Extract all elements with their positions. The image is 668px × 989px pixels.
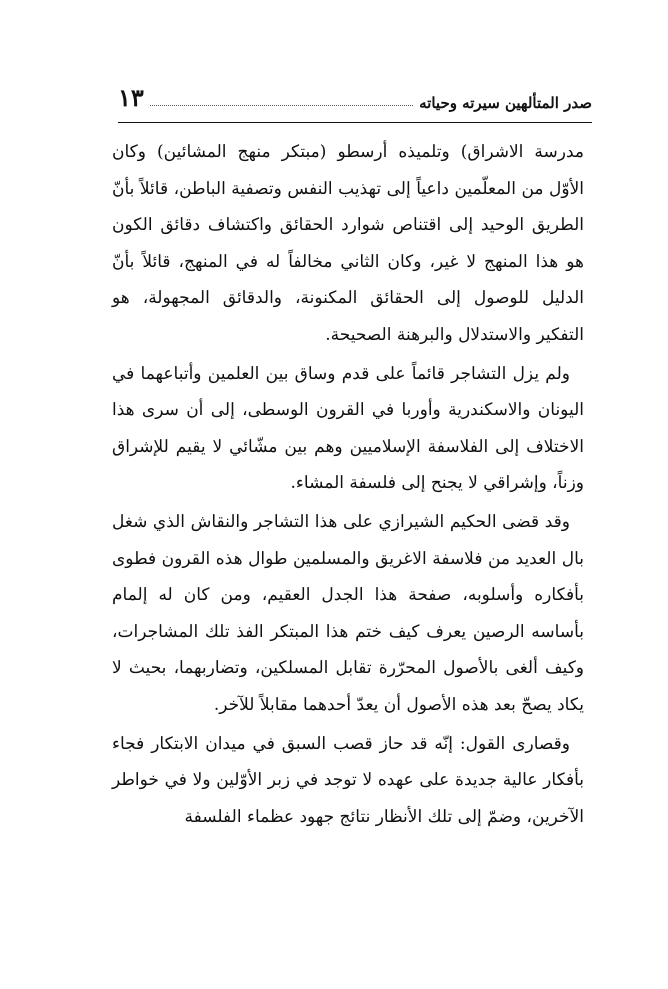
dotted-leader bbox=[150, 105, 413, 106]
running-title: صدر المتألهين سيرته وحياته bbox=[419, 94, 592, 112]
paragraph-3: وقد قضى الحكيم الشيرازي على هذا التشاجر والنقاش الذي شغل بال العديد من فلاسفة الاغريق والمسلمين طوال هذه القرون فطوى بأفكاره وأسلوبه، صفحة هذا الجدل العقيم، ومن كان له إلمام بأساسه الرصين يعرف كيف ختم هذا المبتكر الفذ تلك المشاجرات، وكيف ألغى بالأصول المحرّرة تقابل المسلكين، وتضاربهما، بحيث لا يكاد يصحّ بعد هذه الأصول أن يعدّ أحدهما مقابلاً للآخر. bbox=[112, 511, 584, 715]
paragraph-2: ولم يزل التشاجر قائماً على قدم وساق بين العلمين وأتباعهما في اليونان والاسكندرية وأوربا في القرون الوسطى، إلى أن سرى هذا الاختلاف إلى الفلاسفة الإسلاميين وهم بين مشّائي لا يقيم للإشراق وزناً، وإشراقي لا يجنح إلى فلسفة المشاء. bbox=[112, 363, 584, 494]
page-header bbox=[118, 82, 592, 112]
body-text bbox=[112, 134, 584, 837]
paragraph-4: وقصارى القول: إنّه قد حاز قصب السبق في ميدان الابتكار فجاء بأفكار عالية جديدة على عهده لا توجد في زبر الأوّلين ولا في خواطر الآخرين، وضمّ إلى تلك الأنظار نتائج جهود عظماء الفلسفة bbox=[112, 733, 584, 827]
paragraph-1: مدرسة الاشراق) وتلميذه أرسطو (مبتكر منهج المشائين) وكان الأوّل من المعلّمين داعياً إلى تهذيب النفس وتصفية الباطن، قائلاً بأنّ الطريق الوحيد إلى اقتناص شوارد الحقائق واكتشاف دقائق الكون هو هذا المنهج لا غير، وكان الثاني مخالفاً له في المنهج، قائلاً بأنّ الدليل للوصول إلى الحقائق المكنونة، والدقائق المجهولة، هو التفكير والاستدلال والبرهنة الصحيحة. bbox=[112, 142, 584, 345]
header-rule bbox=[118, 122, 592, 123]
page-number: ١٣ bbox=[118, 83, 144, 112]
